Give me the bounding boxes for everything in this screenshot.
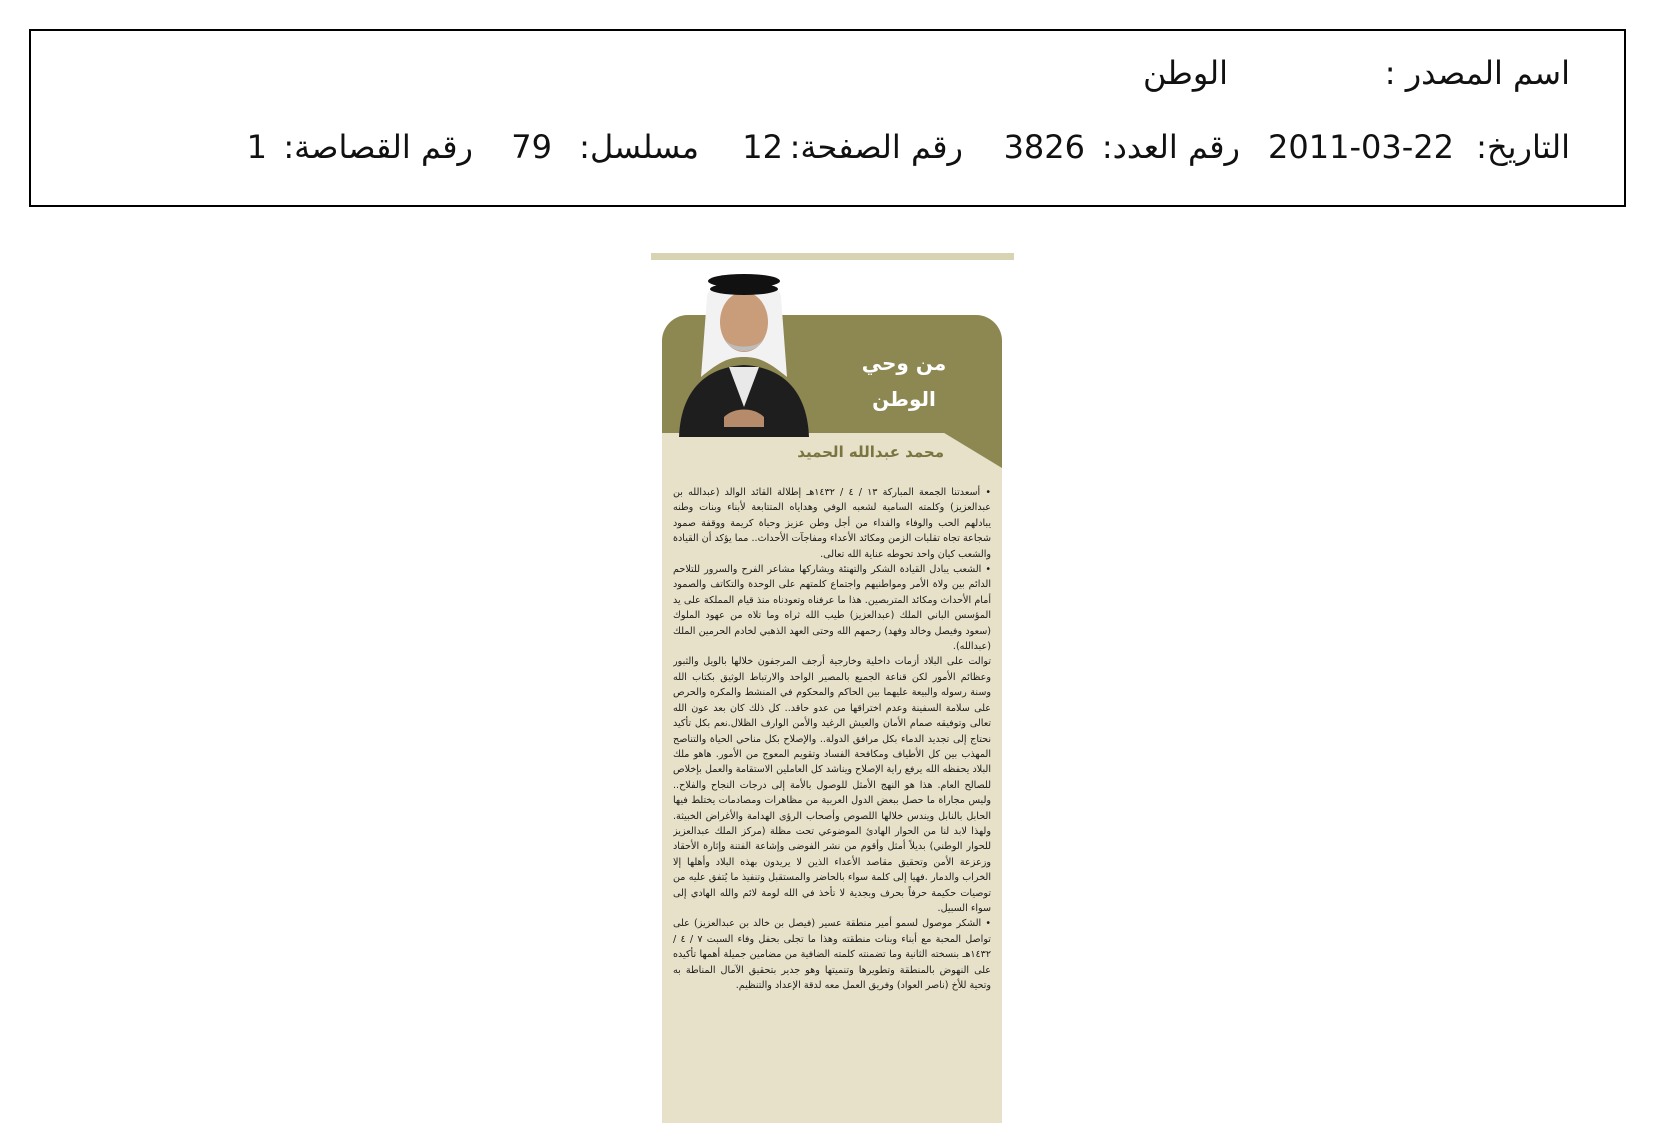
column-title [849, 345, 959, 417]
clipping-number-value: 1 [246, 128, 267, 166]
date-label: التاريخ: [1476, 128, 1570, 166]
clipping-metadata-box [29, 29, 1626, 207]
column-title-line1: من وحي [861, 351, 947, 375]
issue-label: رقم العدد: [1101, 128, 1240, 166]
date-value: 2011-03-22 [1268, 128, 1454, 166]
article-body [673, 485, 991, 1113]
issue-value: 3826 [1003, 128, 1085, 166]
serial-value: 79 [511, 128, 552, 166]
details-row [31, 127, 1624, 167]
page-value: 12 [742, 128, 783, 166]
serial-label: مسلسل: [579, 128, 699, 166]
article-paragraph-3: توالت على البلاد أزمات داخلية وخارجية أرجف المرجفون خلالها بالويل والثبور وعظائم الأمور لكن قناعة الجميع بالمصير الواحد والارتباط الوثيق بكتاب الله وسنة رسوله والبيعة عليهما بين الحاكم والمحكوم في المنشط والمكره والحرص على سلامة السفينة وعدم اختراقها من عدو حاقد.. كل ذلك كان بعد عون الله تعالى وتوفيقه صمام الأمان والعيش الرغيد والأمن الوارف الظلال.نعم بكل تأكيد نحتاج إلى تجديد الدماء بكل مرافق الدولة.. والإصلاح بكل مناحي الحياة والتناصح المهذب بين كل الأطياف ومكافحة الفساد وتقويم المعوج من الأمور. هاهو ملك البلاد يحفظه الله يرفع راية الإصلاح ويناشد كل العاملين الاستقامة والعمل بإخلاص للصالح العام. هذا هو النهج الأمثل للوصول بالأمة إلى درجات النجاح والفلاح.. وليس مجاراة ما حصل ببعض الدول العربية من مظاهرات ومصادمات يختلط فيها الحابل بالنابل ويندس خلالها اللصوص وأصحاب الرؤى الهدامة والأغراض الخبيثة. ولهذا لابد لنا من الحوار الهادئ الموضوعي تحت مظلة (مركز الملك عبدالعزيز للحوار الوطني) بديلاً أمثل وأقوم من نشر الفوضى وإشاعة الفتنة وإثارة الأحقاد وزعزعة الأمن وتحقيق مقاصد الأعداء الذين لا يريدون بهذه البلاد وأهلها إلا الخراب والدمار .فهيا إلى كلمة سواء بالحاضر والمستقبل وتنفيذ ما يُتفق عليه من توصيات حكيمة حرفاً بحرف وبجدية لا تأخذ في الله لومة لائم والله الهادي إلى سواء السبيل. [673, 656, 991, 914]
column-title-line2: الوطن [872, 387, 936, 411]
article-paragraph-2: • الشعب يبادل القيادة الشكر والتهنئة ويشاركها مشاعر الفرح والسرور للتلاحم الدائم بين ولاة الأمر ومواطنيهم واجتماع كلمتهم على الوحدة والتكاتف والصمود أمام الأحداث ومكائد المتربصين. هذا ما عرفناه وتعودناه منذ قيام المملكة على يد المؤسس الباني الملك (عبدالعزيز) طيب الله ثراه وما تلاه من عهود الملوك (سعود وفيصل وخالد وفهد) رحمهم الله وحتى العهد الذهبي لخادم الحرمين الملك (عبدالله). [673, 564, 991, 653]
source-value: الوطن [1143, 54, 1228, 92]
source-label: اسم المصدر : [1384, 54, 1570, 92]
article-paragraph-1: • أسعدتنا الجمعة المباركة ١٣ / ٤ / ١٤٣٢هـ إطلالة القائد الوالد (عبدالله بن عبدالعزيز) وكلمته السامية لشعبه الوفي وهداياه المتتابعة لأبناء وبنات وطنه يبادلهم الحب والوفاء والفداء من أجل وطن عزيز وحياة كريمة ووقفة صمود شجاعة تجاه تقلبات الزمن ومكائد الأعداء ومفاجآت الأحداث.. مما يؤكد أن القيادة والشعب كيان واحد تحوطه عناية الله تعالى. [673, 487, 991, 560]
top-rule [651, 253, 1014, 260]
newspaper-clipping [651, 253, 1014, 1123]
author-photo [669, 267, 819, 437]
source-row [31, 53, 1624, 93]
banner-tail [936, 428, 1002, 468]
page-label: رقم الصفحة: [789, 128, 963, 166]
clipping-number-label: رقم القصاصة: [283, 128, 473, 166]
article-paragraph-4: • الشكر موصول لسمو أمير منطقة عسير (فيصل بن خالد بن عبدالعزيز) على تواصل المحبة مع أبناء وبنات منطقته وهذا ما تجلى بحفل وفاء السبت ٧ / ٤ / ١٤٣٢هـ بنسخته الثانية وما تضمنته كلمته الضافية من مضامين جميلة أهمها تأكيده على النهوض بالمنطقة وتطويرها وتنميتها وهو جدير بتحقيق الآمال المناطة به وتحية للأخ (ناصر العواد) وفريق العمل معه لدقة الإعداد والتنظيم. [673, 918, 991, 991]
author-name: محمد عبدالله الحميد [797, 443, 944, 461]
